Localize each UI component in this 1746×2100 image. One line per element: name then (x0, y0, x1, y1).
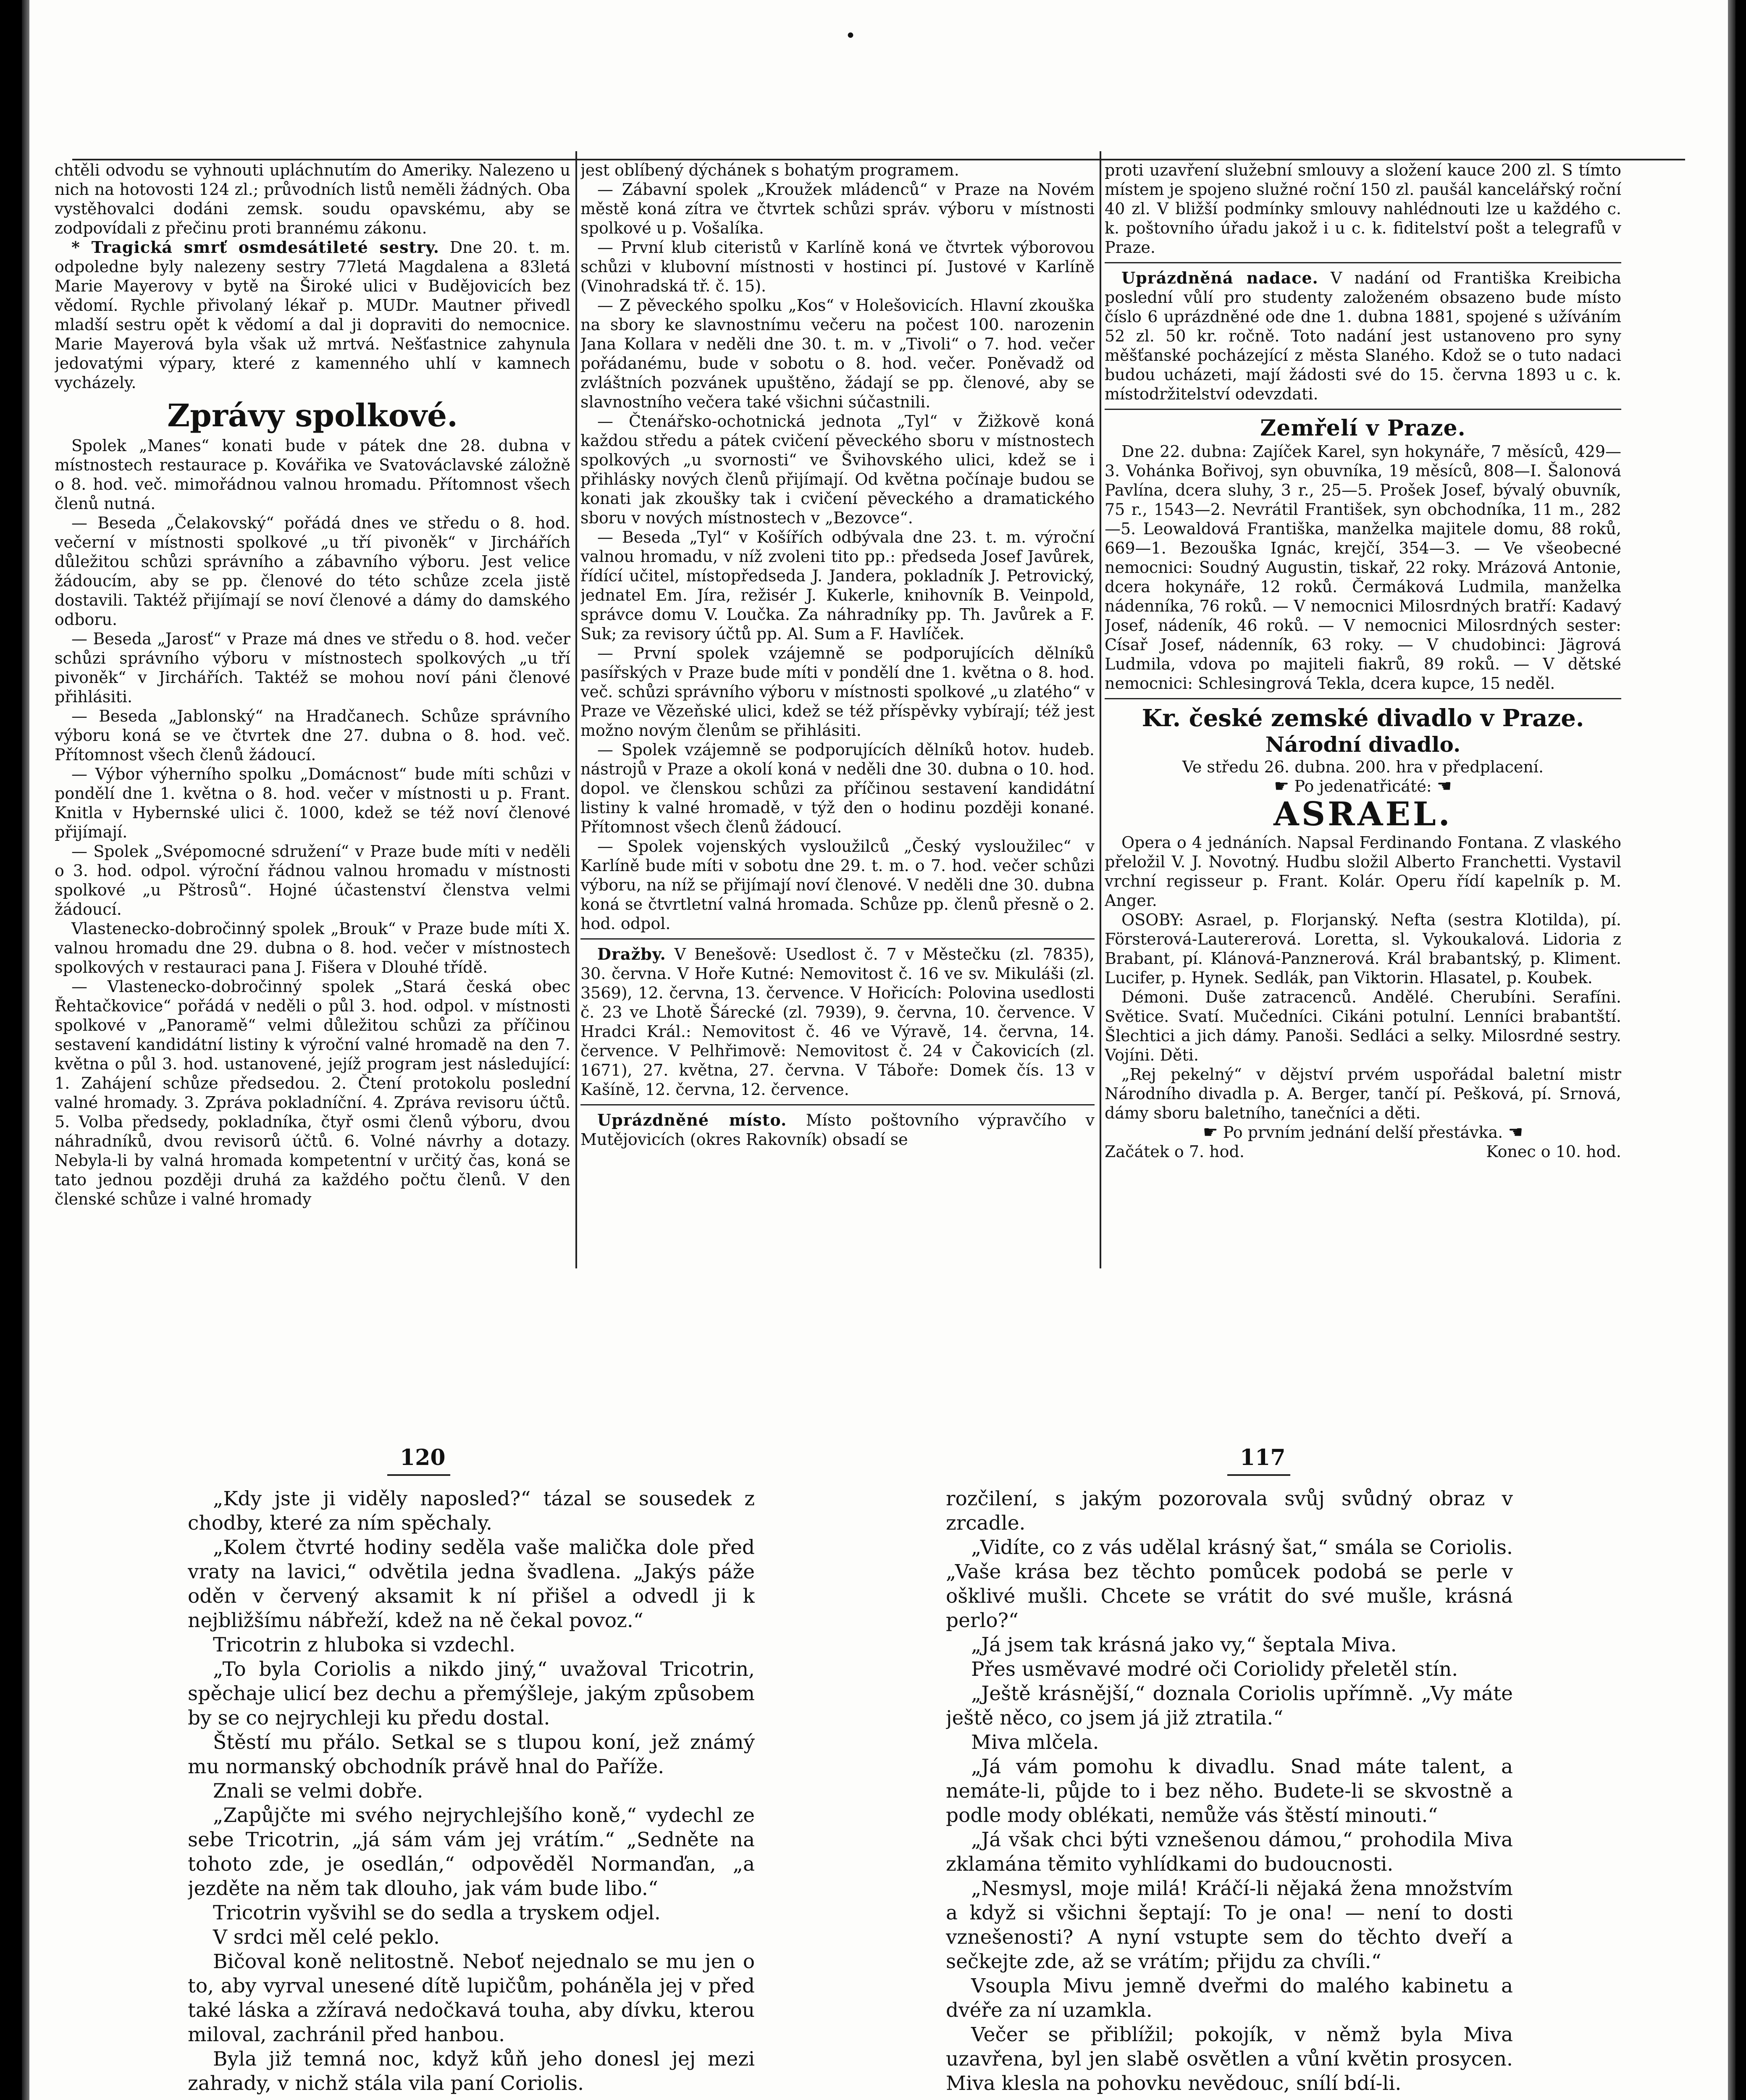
club-news-item: Spolek „Manes“ konati bude v pátek dne 28. dubna v místnostech restaurace p. Kovářika ve Svatováclavské záložně o 8. hod. več. mimořádnou valnou hromadu. Přítomnost všech členů nutná. (55, 436, 570, 513)
column-3 (1105, 160, 1621, 1294)
club-news-item: — Zábavní spolek „Kroužek mládenců“ v Praze na Novém městě koná zítra ve čtvrtek schůzi správ. výboru v místnosti spolkové u p. Vošalíka. (580, 180, 1095, 237)
article-emigrants: chtěli odvodu se vyhnouti upláchnutím do Ameriky. Nalezeno u nich na hotovosti 124 zl.; průvodních listů neměli žádných. Oba vystěhovalci dodáni zemsk. soudu opavskému, aby se zodpovídali z přečinu proti brannému zákonu. (55, 161, 570, 237)
opera-credits: Opera o 4 jednáních. Napsal Ferdinando Fontana. Z vlaského přeložil V. J. Novotný. Hudbu složil Alberto Franchetti. Vystavil vrchní regisseur p. Frant. Kolár. Operu řídí kapelník p. M. Anger. (1105, 833, 1621, 910)
pointing-hand-icon: ☚ (1508, 1123, 1523, 1142)
novel-paragraph: Tricotrin vyšvihl se do sedla a tryskem odjel. (213, 1901, 661, 1924)
novel-paragraph: V srdci měl celé peklo. (213, 1926, 440, 1949)
start-time: Začátek o 7. hod. (1105, 1142, 1245, 1161)
club-news-item: — Čtenářsko-ochotnická jednota „Tyl“ v Žižkově koná každou středu a pátek cvičení pěveckého sboru v místnostech spolkových „u svornosti“ ve Švihovského ulici, kdež se i přihlásky nových členů přijímají. Od května počínaje budou se konati jak zkoušky tak i cvičení pěveckého a dramatického sboru v nových místnostech v „Bezovce“. (580, 412, 1095, 527)
novel-paragraph: „Nesmysl, moje milá! Kráčí-li nějaká žena množstvím a když si všichni šeptají: To je ona! — není to dosti vznešenosti? A nyní vstupte sem do těchto dveří a sečkejte zde, až se vrátím; přijdu za chvíli.“ (946, 1877, 1513, 1973)
deaths-heading: Zemřelí v Praze. (1260, 415, 1466, 441)
novel-paragraph: „Zapůjčte mi svého nejrychlejšího koně,“ vydechl ze sebe Tricotrin, „já sám vám jej vrátím.“ „Sedněte na tohoto zde, je osedlán,“ odpověděl Normanďan, „a jezděte na něm tak dlouho, jak vám bude libo.“ (188, 1804, 755, 1900)
novel-paragraph: Večer se přiblížil; pokojík, v němž byla Miva uzavřena, byl jen slabě osvětlen a vůní květin prosycen. Miva klesla na pohovku nevědouc, snílí bdí-li. (946, 2023, 1513, 2095)
pointing-hand-icon: ☛ (1274, 777, 1289, 796)
foundation (1105, 268, 1621, 404)
club-news-item: — Beseda „Čelakovský“ pořádá dnes ve středu o 8. hod. večerní v místnosti spolkové „u tří pivoněk“ v Jirchářích důležitou schůzi správního a zábavního výboru. Jest velice žádoucím, aby se pp. členové do této schůze zcela jistě dostavili. Taktéž přijímají se noví členové a dámy do damského odboru. (55, 514, 570, 629)
page-number-rule (1227, 1474, 1290, 1476)
novel-paragraph: „Já vám pomohu k divadlu. Snad máte talent, a nemáte-li, půjde to i bez něho. Budete-li se skvostně a podle mody oblékati, nemůže vás štěstí minouti.“ (946, 1755, 1513, 1827)
novel-paragraph: Vsoupla Mivu jemně dveřmi do malého kabinetu a dvéře za ní uzamkla. (946, 1974, 1513, 2022)
auctions-text: V Benešově: Usedlost č. 7 v Městečku (zl. 7835), 30. června. V Hoře Kutné: Nemovitost č. 16 ve sv. Mikuláši (zl. 3569), 12. června, 13. července. V Hořicích: Polovina usedlosti č. 23 ve Lhotě Šárecké (zl. 7939), 9. června, 10. července. V Hradci Král.: Nemovitost č. 46 ve Výravě, 14. června, 14. července. V Pelhřimově: Nemovitost č. 24 v Čakovicích (zl. 1671), 27. května, 27. června. V Táboře: Domek čís. 13 v Kašíně, 12. června, 12. července. (580, 945, 1095, 1099)
novel-paragraph: „Kdy jste ji viděly naposled?“ tázal se sousedek z chodby, které za ním spěchaly. (188, 1487, 755, 1535)
theatre-benefit-label: Po jedenatřicáté: (1294, 777, 1432, 795)
novel-paragraph: „Vidíte, co z vás udělal krásný šat,“ smála se Coriolis. „Vaše krása bez těchto pomůcek podobá se perle v ošklivé mušli. Chcete se vrátit do své mušle, krásná perlo?“ (946, 1536, 1513, 1632)
club-news-item: Vlastenecko-dobročinný spolek „Brouk“ v Praze bude míti X. valnou hromadu dne 29. dubna o 8. hod. večer v místnostech spolkových v restauraci pana J. Fišera v Dlouhé třídě. (55, 919, 570, 976)
novel-paragraph: Tricotrin z hluboka si vzdechl. (213, 1633, 516, 1656)
end-time: Konec o 10. hod. (1486, 1142, 1621, 1161)
foundation-heading: Uprázdněná nadace. (1121, 268, 1318, 287)
opera-title: ASRAEL. (1273, 795, 1452, 833)
novel-paragraph: „Já však chci býti vznešenou dámou,“ prohodila Miva zklamána těmito vyhlídkami do budoucnosti. (946, 1828, 1513, 1876)
pointing-hand-icon: ☛ (1203, 1123, 1218, 1142)
club-news-item: — Vlastenecko-dobročinný spolek „Stará česká obec Řehtačkovice“ pořádá v neděli o půl 3. hod. odpol. v místnosti spolkové v „Panoramě“ velmi důležitou schůzi za příčinou sestavení kandidátní listiny k výroční valné hromadě na den 7. května o půl 3. hod. ustanovené, jejíž program jest následující: 1. Zahájení schůze předsedou. 2. Čtení protokolu poslední valné hromady. 3. Zpráva pokladníční. 4. Zpráva revisoru účtů. 5. Volba předsedy, pokladníka, čtyř osmi členů výboru, dvou náhradníků, dvou revisorů účtů. 6. Volné návrhy a dotazy. Nebyla-li by valná hromada kompetentní v určitý čas, koná se tato jednou později druhá za každého počtu členů. V den členské schůze i valné hromady (55, 977, 570, 1208)
novel-page-right (946, 1487, 1513, 2100)
deaths-text: Dne 22. dubna: Zajíček Karel, syn hokynáře, 7 měsíců, 429—3. Vohánka Bořivoj, syn obuvníka, 19 měsíců, 808—I. Šalonová Pavlína, dcera sluhy, 3 r., 25—5. Prošek Josef, bývalý obuvník, 75 r., 1543—2. Nevrátil František, syn obchodníka, 11 m., 282—5. Leowaldová Františka, manželka majitele domu, 88 roků, 669—1. Bezouška Ignác, krejčí, 354—3. — Ve všeobecné nemocnici: Soudný Augustin, tiskař, 22 roky. Mrázová Antonie, dcera hokynáře, 12 roků. Čermáková Ludmila, manželka nádenníka, 76 roků. — V nemocnici Milosrdných bratří: Kadavý Josef, nádeník, 46 roků. — V nemocnici Milosrdných sester: Císař Josef, nádenník, 63 roky. — V chudobinci: Jägrová Ludmila, vdova po majiteli fiakrů, 89 roků. — V dětské nemocnici: Schlesingrová Tekla, dcera kupce, 15 neděl. (1105, 442, 1621, 693)
club-news-item: — Beseda „Jarosť“ v Praze má dnes ve středu o 8. hod. večer schůzi správního výboru v místnostech spolkových „u tří pivoněk“ v Jirchářích. Taktéž se mohou noví páni členové přihlásiti. (55, 630, 570, 706)
theatre-date: Ve středu 26. dubna. 200. hra v předplacení. (1182, 758, 1544, 776)
pointing-hand-icon: ☚ (1436, 777, 1452, 796)
opera-extras: Démoni. Duše zatracenců. Andělé. Cherubíni. Serafíni. Světice. Svatí. Mučedníci. Cikáni potulní. Lenníci brabantští. Šlechtici a jich dámy. Panoši. Sedláci a selky. Milosrdné sestry. Vojíni. Děti. (1105, 988, 1621, 1064)
page-number-rule (387, 1474, 450, 1476)
novel-paragraph: Miva mlčela. (971, 1731, 1099, 1754)
club-news-item: — Beseda „Tyl“ v Košířích odbývala dne 23. t. m. výroční valnou hromadu, v níž zvoleni tito pp.: předseda Josef Javůrek, řídící učitel, místopředseda J. Jandera, pokladník J. Petrovický, jednatel Em. Jíra, režisér J. Kukerle, knihovník B. Veinpold, správce domu V. Loučka. Za náhradníky pp. Th. Javůrek a F. Suk; za revisory účtů pp. Al. Sum a F. Havlíček. (580, 528, 1095, 643)
club-news-item: — Spolek vzájemně se podporujících dělníků hotov. hudeb. nástrojů v Praze a okolí koná v neděli dne 30. dubna o 10. hod. dopol. ve členskou schůzi za příčinou sestavení kandidátní listiny k valné hromadě, v týž den o hodinu později konané. Přítomnost všech členů žádoucí. (580, 740, 1095, 836)
show-times (1105, 1142, 1621, 1161)
separator (1105, 262, 1621, 263)
club-news-item: — Výbor výherního spolku „Domácnost“ bude míti schůzi v pondělí dne 1. května o 8. hod. večer v místnosti u p. Frant. Knitla v Hybernské ulici č. 1000, kdež se též noví členové přijímají. (55, 765, 570, 841)
club-news-item: — Beseda „Jablonský“ na Hradčanech. Schůze správního výboru koná se ve čtvrtek dne 27. dubna o 8. hod. več. Přítomnost všech členů žádoucí. (55, 707, 570, 764)
club-news-item: — Z pěveckého spolku „Kos“ v Holešovicích. Hlavní zkouška na sbory ke slavnostnímu večeru na počest 100. narozenin Jana Kollara v neděli dne 30. t. m. v „Tivoli“ o 7. hod. večer pořádanému, bude v sobotu o 8. hod. večer. Poněvadž od zvláštních pozvánek upuštěno, žádají se pp. členové, aby se slavnostního večera také všichni súčastnili. (580, 296, 1095, 411)
novel-paragraph: rozčilení, s jakým pozorovala svůj svůdný obraz v zrcadle. (946, 1487, 1513, 1535)
theatre-benefit (1105, 777, 1621, 796)
intermission-text: Po prvním jednání delší přestávka. (1223, 1123, 1503, 1142)
separator (1105, 698, 1621, 699)
novel-paragraph: „Ještě krásnější,“ doznala Coriolis upřímně. „Vy máte ještě něco, co jsem já již ztratila.“ (946, 1682, 1513, 1730)
auctions-heading: Dražby. (597, 945, 666, 963)
novel-paragraph: Byla již temná noc, když kůň jeho donesl jej mezi zahrady, v nichž stála vila paní Coriolis. (188, 2048, 755, 2095)
club-news-item: — Spolek vojenských vysloužilců „Český vysloužilec“ v Karlíně bude míti v sobotu dne 29. t. m. o 7. hod. večer schůzi výboru, na níž se přijímají noví členové. V neděli dne 30. dubna koná se čtvrtletní valná hromada. Schůze pp. členů přesně o 2. hod. odpol. (580, 837, 1095, 933)
article-tragedy-text: Dne 20. t. m. odpoledne byly nalezeny sestry 77letá Magdalena a 83letá Marie Mayerovy v bytě na Široké ulici v Budějovicích bez vědomí. Rychle přivolaný lékař p. MUDr. Mautner přivedl mladší sestru opět k vědomí a dal ji dopraviti do nemocnice. Marie Mayerová byla však už mrtvá. Nešťastnice zahynula jedovatými výpary, které z kamenného uhlí v kamnech vycházely. (55, 238, 570, 392)
column-rule-1 (575, 151, 577, 1268)
auctions (580, 945, 1095, 1099)
article-tragedy-heading: * Tragická smrť osmdesátileté sestry. (71, 238, 440, 257)
vacancy-heading: Uprázdněné místo. (597, 1110, 787, 1129)
opera-ballet: „Rej pekelný“ v dějství prvém uspořádal baletní mistr Národního divadla p. A. Berger, tančí pí. Pešková, pí. Srnová, dámy sboru baletního, tanečníci a děti. (1105, 1065, 1621, 1122)
club-news-item: jest oblíbený dýchánek s bohatým programem. (580, 161, 959, 179)
vacancy-text: Místo poštovního výpravčího v Mutějovicích (okres Rakovník) obsadí se (580, 1111, 1095, 1149)
scan-mark: • (845, 25, 856, 47)
intermission (1105, 1123, 1621, 1142)
novel-paragraph: „To byla Coriolis a nikdo jiný,“ uvažoval Tricotrin, spěchaje ulicí bez dechu a přemýšleje, jakým způsobem by se co nejrychleji ku předu dostal. (188, 1658, 755, 1730)
newspaper-page (22, 0, 1735, 2100)
club-news-item: — První klub citeristů v Karlíně koná ve čtvrtek výborovou schůzi v klubovní místnosti v hostinci pí. Justové v Karlíně (Vinohradská tř. č. 15). (580, 238, 1095, 295)
novel-page-left (188, 1487, 755, 2100)
club-news-item: — První spolek vzájemně se podporujících dělníků pasířských v Praze bude míti v pondělí dne 1. května o 8. hod. več. schůzi správního výboru v místnosti spolkové „u zlatého“ v Praze ve Vězeňské ulici, kdež se též příspěvky vybírají; též jest možno novým členům se přihlásiti. (580, 644, 1095, 740)
theatre-title: Kr. české zemské divadlo v Praze. (1142, 704, 1584, 732)
column-1 (55, 160, 570, 1294)
vacancy (580, 1110, 1095, 1149)
novel-paragraph: Znali se velmi dobře. (213, 1780, 423, 1803)
foundation-text: V nadání od Františka Kreibicha poslední vůlí pro studenty založeném obsazeno bude místo číslo 6 uprázdněné ode dne 1. dubna 1881, spojené s užíváním 52 zl. 50 kr. ročně. Toto nadání jest ustanoveno pro syny měšťanské pocházející z města Slaného. Kdož se o tuto nadaci budou ucházeti, mají žádosti své do 15. června 1893 u c. k. místodržitelství odevzdati. (1105, 269, 1621, 403)
page-number-left: 120 (400, 1445, 446, 1470)
separator (580, 1104, 1095, 1105)
opera-cast: OSOBY: Asrael, p. Florjanský. Nefta (sestra Klotilda), pí. Försterová-Lautererová. Loretta, sl. Vykoukalová. Lidoria z Brabant, pí. Klánová-Panznerová. Král brabantský, p. Kliment. Lucifer, p. Hynek. Sedlák, pan Viktorin. Hlasatel, p. Koubek. (1105, 911, 1621, 987)
separator (580, 938, 1095, 940)
theatre-subtitle: Národní divadlo. (1265, 732, 1461, 757)
novel-paragraph: Přes usměvavé modré oči Coriolidy přeletěl stín. (971, 1658, 1458, 1681)
left-edge-shadow (22, 0, 29, 2100)
club-news-item: — Spolek „Svépomocné sdružení“ v Praze bude míti v neděli o 3. hod. odpol. výroční řádnou valnou hromadu v místnosti spolkové „u Pštrosů“. Hojné účastenství členstva velmi žádoucí. (55, 842, 570, 919)
column-rule-2 (1100, 151, 1101, 1268)
page-number-right: 117 (1240, 1445, 1286, 1470)
separator (1105, 409, 1621, 410)
column-2 (580, 160, 1095, 1294)
article-tragedy (55, 238, 570, 392)
novel-paragraph: Štěstí mu přálo. Setkal se s tlupou koní, jež známý mu normanský obchodník právě hnal do Paříže. (188, 1731, 755, 1778)
novel-paragraph: Bičoval koně nelitostně. Neboť nejednalo se mu jen o to, aby vyrval unesené dítě lupičům, poháněla jej v před také láska a zžíravá nedočkavá touha, aby dívku, kterou miloval, zachránil před hanbou. (188, 1950, 755, 2046)
novel-paragraph: „Já jsem tak krásná jako vy,“ šeptala Miva. (971, 1633, 1397, 1656)
vacancy-continued: proti uzavření služební smlouvy a složení kauce 200 zl. S tímto místem je spojeno služné roční 150 zl. paušál kancelářský roční 40 zl. V bližší podmínky smlouvy nahlédnouti lze u každého c. k. poštovního úřadu jakož i u c. k. fiditelství pošt a telegrafů v Praze. (1105, 161, 1621, 257)
section-heading-club-news: Zprávy spolkové. (167, 398, 458, 434)
right-edge-shadow (1728, 0, 1735, 2100)
novel-paragraph: „Kolem čtvrté hodiny seděla vaše malička dole před vraty na lavici,“ odvětila jedna švadlena. „Jakýs páže oděn v červený aksamit k ní přišel a odvedl ji k nejbližšímu nábřeží, kdež na ně čekal povoz.“ (188, 1536, 755, 1632)
